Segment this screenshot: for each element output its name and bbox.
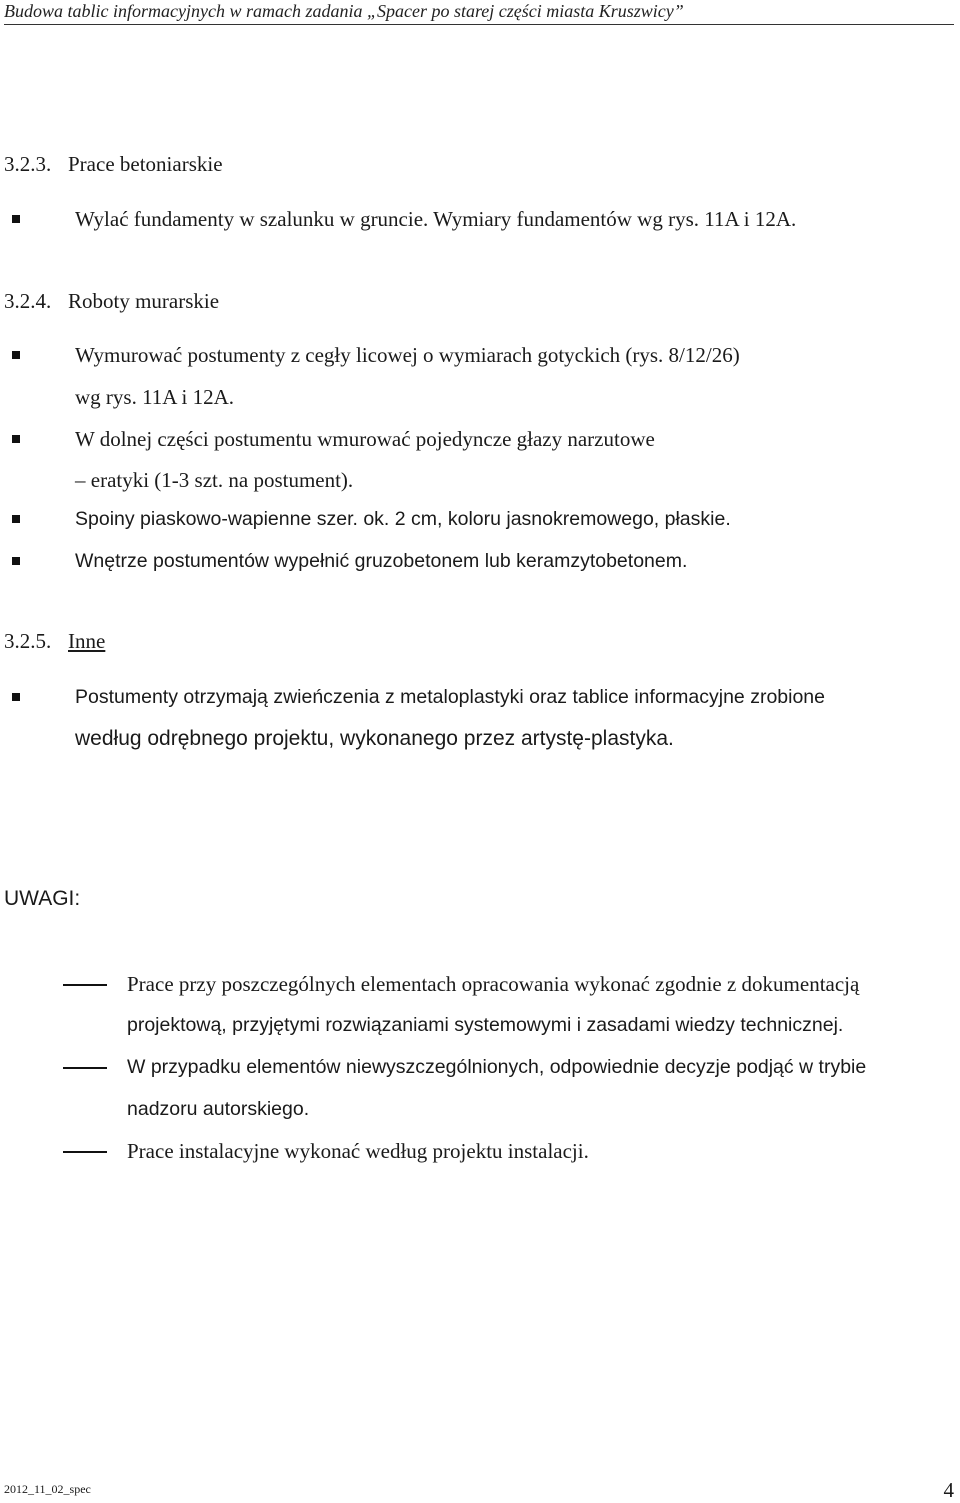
square-bullet-icon [12, 215, 20, 223]
square-bullet-icon [12, 557, 20, 565]
list-item-text: Spoiny piaskowo-wapienne szer. ok. 2 cm, koloru jasnokremowego, płaskie. [75, 508, 731, 530]
dash-bullet-icon [63, 1067, 107, 1069]
section-number: 3.2.5. [4, 629, 52, 653]
section-heading-323 [4, 150, 223, 178]
note-text: projektową, przyjętymi rozwiązaniami systemowymi i zasadami wiedzy technicznej. [127, 1014, 844, 1036]
note-text: Prace przy poszczególnych elementach opracowania wykonać zgodnie z dokumentacją [127, 972, 860, 996]
list-item-text: Postumenty otrzymają zwieńczenia z metaloplastyki oraz tablice informacyjne zrobione [75, 686, 825, 708]
dash-bullet-icon [63, 1151, 107, 1153]
list-item-continuation: – eratyki (1-3 szt. na postument). [75, 468, 354, 492]
list-item-continuation: według odrębnego projektu, wykonanego przez artystę-plastyka. [75, 727, 674, 750]
dash-bullet-icon [63, 984, 107, 986]
note-text: W przypadku elementów niewyszczególnionych, odpowiednie decyzje podjąć w trybie [127, 1056, 867, 1078]
section-title: Roboty murarskie [68, 289, 220, 313]
square-bullet-icon [12, 351, 20, 359]
list-item-text: Wymurować postumenty z cegły licowej o wymiarach gotyckich (rys. 8/12/26) [75, 343, 740, 367]
section-title: Prace betoniarskie [68, 152, 223, 176]
page-number: 4 [943, 1478, 954, 1502]
section-heading-325 [4, 627, 105, 655]
list-item-text: Wylać fundamenty w szalunku w gruncie. Wymiary fundamentów wg rys. 11A i 12A. [75, 207, 797, 231]
list-item-text: Wnętrze postumentów wypełnić gruzobetonem lub keramzytobetonem. [75, 550, 688, 572]
section-number: 3.2.4. [4, 289, 52, 313]
section-number: 3.2.3. [4, 152, 52, 176]
square-bullet-icon [12, 693, 20, 701]
square-bullet-icon [12, 435, 20, 443]
list-item-text: W dolnej części postumentu wmurować pojedyncze głazy narzutowe [75, 427, 655, 451]
notes-title: UWAGI: [4, 887, 81, 910]
section-title: Inne [68, 629, 106, 653]
square-bullet-icon [12, 515, 20, 523]
header-title: Budowa tablic informacyjnych w ramach zadania „Spacer po starej części miasta Kruszwicy” [4, 1, 684, 21]
footer-doc-id: 2012_11_02_spec [4, 1482, 91, 1496]
note-text: Prace instalacyjne wykonać według projektu instalacji. [127, 1139, 589, 1163]
page-header [4, 0, 954, 25]
section-heading-324 [4, 287, 219, 315]
list-item-continuation: wg rys. 11A i 12A. [75, 385, 235, 409]
note-text: nadzoru autorskiego. [127, 1098, 310, 1120]
